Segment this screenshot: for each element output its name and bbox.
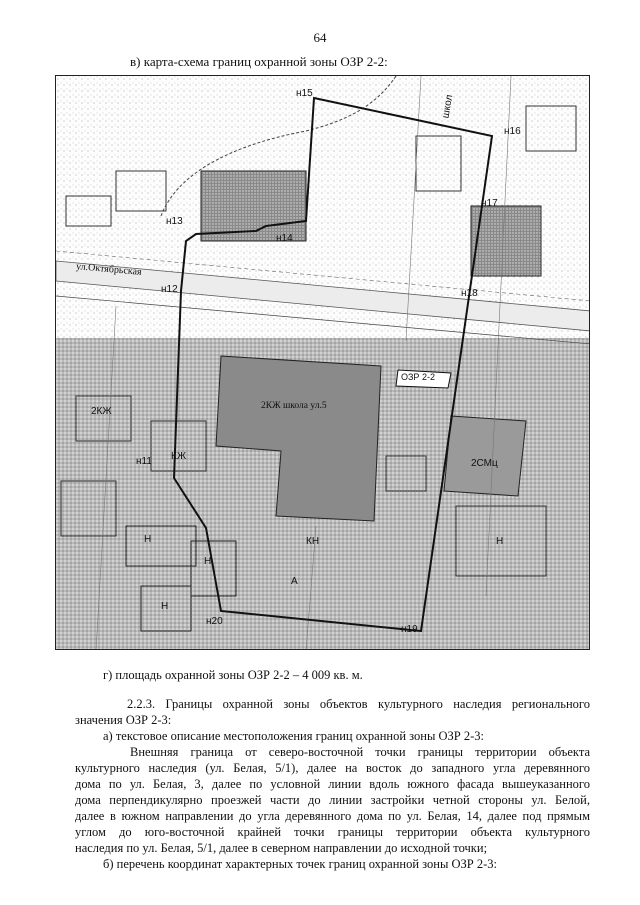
building-label-n3: Н	[161, 601, 169, 612]
road-label: школ	[440, 93, 456, 120]
building-label-n1: Н	[144, 534, 152, 545]
desc-line-4: дома перпендикулярно проезжей части до линии застройки четной стороны ул. Белой,	[75, 793, 590, 807]
desc-line-2: культурного наследия (ул. Белая, 5/1), далее на восток до западного угла деревянного	[75, 761, 590, 775]
point-label-n18: н18	[461, 288, 478, 299]
building-label-kzh: КЖ	[171, 451, 187, 462]
point-label-n12: н12	[161, 284, 178, 295]
desc-line-1: Внешняя граница от северо-восточной точки границы территории объекта	[130, 745, 590, 759]
desc-line-3: дома по ул. Белая, 3, далее по условной линии вдоль южного фасада вышеуказанного	[75, 777, 590, 791]
page-number: 64	[313, 30, 327, 45]
section-heading	[75, 696, 590, 728]
area-line: г) площадь охранной зоны ОЗР 2-2 – 4 009 кв. м.	[103, 668, 363, 682]
desc-line-5: далее в южном направлении до угла деревянного дома по ул. Белая, 14, далее под прямым	[75, 809, 590, 823]
section-heading-line-2: значения ОЗР 2-3:	[75, 713, 172, 727]
school-label: 2КЖ школа ул.5	[261, 401, 327, 411]
section-heading-line-1: 2.2.3. Границы охранной зоны объектов культурного наследия регионального	[127, 697, 590, 711]
point-label-n13: н13	[166, 216, 183, 227]
sub-b: б) перечень координат характерных точек границ охранной зоны ОЗР 2-3:	[103, 857, 497, 871]
map-drawing	[56, 76, 590, 650]
building-label-a: А	[291, 576, 298, 587]
point-label-n20: н20	[206, 616, 223, 627]
point-label-n15: н15	[296, 88, 313, 99]
zone-label: ОЗР 2-2	[401, 372, 435, 382]
point-label-n16: н16	[504, 126, 521, 137]
point-label-n19: н19	[401, 624, 418, 635]
building-label-2zh: 2КЖ	[91, 406, 112, 417]
map-caption: в) карта-схема границ охранной зоны ОЗР 2-2:	[130, 54, 388, 69]
street-label: ул.Октябрьская	[75, 261, 143, 278]
desc-line-6: углом до юго-восточной крайней точки границы территории объекта культурного	[75, 825, 590, 839]
building-east	[471, 206, 541, 276]
building-label-2smc: 2СМц	[471, 458, 498, 469]
desc-line-7: наследия по ул. Белая, 5/1, далее в северном направлении до исходной точки;	[75, 841, 488, 855]
description-paragraph	[75, 744, 590, 856]
building-label-kn: КН	[306, 536, 320, 547]
point-label-n11: н11	[136, 456, 152, 467]
cadastral-map	[55, 75, 590, 650]
building-2smc	[444, 416, 526, 496]
building-label-n2: Н	[204, 556, 212, 567]
sub-a: а) текстовое описание местоположения границ охранной зоны ОЗР 2-3:	[103, 729, 484, 743]
building-label-n4: Н	[496, 536, 504, 547]
point-label-n17: н17	[481, 198, 498, 209]
point-label-n14: н14	[276, 233, 293, 244]
